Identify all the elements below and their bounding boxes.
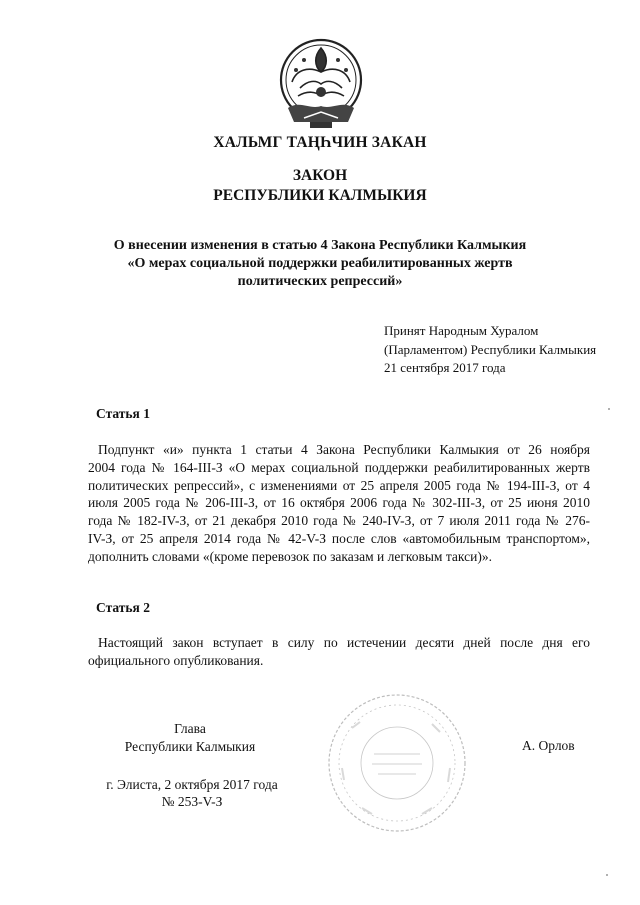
adoption-line: 21 сентября 2017 года <box>384 360 506 375</box>
scan-speck <box>606 874 608 876</box>
article-2-line: Настоящий закон вступает в силу по истечении десяти дней после дня его <box>98 635 590 650</box>
law-title-line: ЗАКОН <box>292 167 348 184</box>
scan-speck <box>608 408 610 410</box>
position-line: Республики Калмыкия <box>124 739 256 754</box>
kalmyk-law-title: ХАЛЬМГ ТАҢҺЧИН ЗАКАН <box>213 134 427 151</box>
law-number-line: № 253-V-З <box>161 794 223 809</box>
signatory-name: А. Орлов <box>522 738 575 753</box>
article-1-line: IV-З, от 25 апреля 2014 года № 42-V-З после слов «автомобильным транспортом», <box>88 530 590 546</box>
article-1-line: дополнить словами «(кроме перевозок по заказам и легковым такси)». <box>88 548 492 564</box>
place-date-line: г. Элиста, 2 октября 2017 года <box>106 777 278 792</box>
article-2-line: официального опубликования. <box>88 652 264 668</box>
position-line: Глава <box>174 721 206 736</box>
article-1-line: Подпункт «и» пункта 1 статьи 4 Закона Республики Калмыкия от 26 ноября <box>98 442 590 457</box>
law-title-line: РЕСПУБЛИКИ КАЛМЫКИЯ <box>213 187 427 204</box>
coat-of-arms-emblem <box>274 36 368 132</box>
article-1-line: 2004 года № 164-III-З «О мерах социальной поддержки реабилитированных жертв <box>88 459 590 475</box>
law-subject <box>0 237 640 291</box>
article-1-line: июля 2005 года № 206-III-З, от 16 октября 2006 года № 302-III-З, от 25 июня 2010 <box>88 495 590 511</box>
article-1-line: года № 182-IV-З, от 21 декабря 2010 года № 240-IV-З, от 7 июля 2011 года № 276- <box>88 513 590 529</box>
article-2-text <box>88 634 590 670</box>
adoption-note <box>384 322 596 378</box>
article-1-line: политических репрессий», с изменениями от 25 апреля 2005 года № 194-III-З, от 4 <box>88 477 590 493</box>
adoption-line: Принят Народным Хуралом <box>384 323 539 338</box>
law-title <box>0 166 640 206</box>
subject-line: О внесении изменения в статью 4 Закона Республики Калмыкия <box>113 238 527 253</box>
signatory-position <box>100 720 280 756</box>
subject-line: «О мерах социальной поддержки реабилитированных жертв <box>127 256 513 271</box>
article-1-title: Статья 1 <box>96 406 150 421</box>
article-2-title: Статья 2 <box>96 600 150 615</box>
adoption-line: (Парламентом) Республики Калмыкия <box>384 341 597 357</box>
signing-place-date <box>80 776 304 810</box>
subject-line: политических репрессий» <box>237 274 403 289</box>
article-1-text <box>88 441 590 566</box>
official-seal-stamp <box>322 688 472 838</box>
